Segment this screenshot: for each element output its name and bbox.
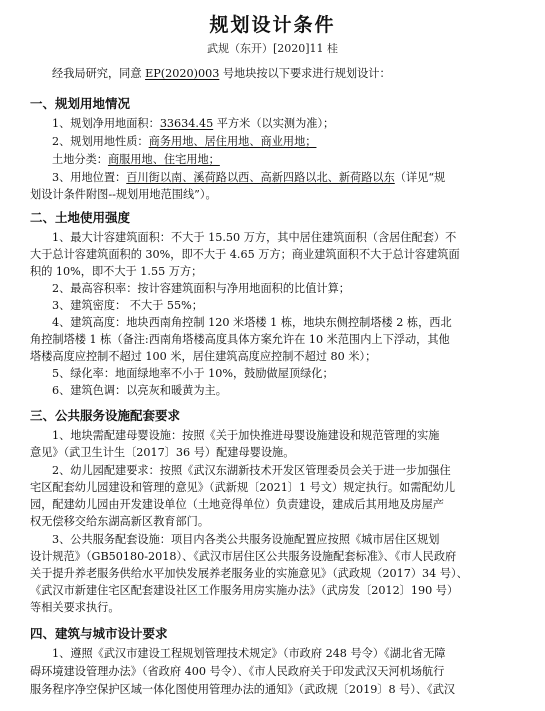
intro-paragraph: 经我局研究，同意 EP(2020)003 号地块按以下要求进行规划设计： (52, 67, 391, 80)
s3-line-4: 宅区配套幼儿园建设和管理的意见》（武新规〔2021〕1 号文）规定执行。如需配幼儿 (30, 481, 456, 494)
plot-code: EP(2020)003 (145, 67, 220, 80)
s4-line-3: 服务程序净空保护区域一体化图使用管理办法的通知》（武政规〔2019〕8 号）、《武汉 (30, 683, 456, 696)
s2-line-6: 4、建筑高度：地块西南角控制 120 米塔楼 1 栋，地块东侧控制塔楼 2 栋，西北 (52, 316, 452, 329)
s2-line-1: 1、最大计容建筑面积：不大于 15.50 万方，其中居住建筑面积（含居住配套）不 (52, 231, 457, 244)
s1-area: 1、规划净用地面积：33634.45 平方米（以实测为准）； (52, 117, 335, 130)
s3-line-11: 等相关要求执行。 (30, 601, 120, 614)
nature-value: 商务用地、居住用地、商业用地； (148, 135, 317, 148)
area-value: 33634.45 (159, 117, 214, 130)
s2-line-2: 大于总计容建筑面积的 30%，即不大于 4.65 万方；商业建筑面积不大于总计容建筑面 (30, 248, 460, 261)
s3-line-2: 意见》（武卫生计生〔2017〕36 号）配建母婴设施。 (30, 446, 295, 459)
s2-line-7: 角控制塔楼 1 栋（备注:西南角塔楼高度具体方案允许在 10 米范围内上下浮动，其他 (30, 333, 450, 346)
s3-line-10: 《武汉市新建住宅区配套建设社区工作服务用房实施办法》（武房发〔2012〕190 号） (30, 584, 459, 597)
s2-line-9: 5、绿化率：地面绿地率不小于 10%，鼓励做屋顶绿化； (52, 367, 334, 380)
s2-line-8: 塔楼高度应控制不超过 100 米，居住建筑高度应控制不超过 80 米）； (30, 350, 377, 363)
s2-line-3: 积的 10%，即不大于 1.55 万方； (30, 265, 203, 278)
s1-location: 3、用地位置：百川街以南、溪荷路以西、高新四路以北、新荷路以东（详见“规 (52, 171, 446, 184)
s2-line-10: 6、建筑色调：以亮灰和暖黄为主。 (52, 384, 227, 397)
s3-line-9: 关于提升养老服务供给水平加快发展养老服务业的实施意见》（武政规（2017）34 号）、 (30, 567, 468, 580)
s3-line-7: 3、公共服务配套设施：项目内各类公共服务设施配置应按照《城市居住区规划 (52, 533, 440, 546)
s3-line-3: 2、幼儿园配建要求：按照《武汉东湖新技术开发区管理委员会关于进一步加强住 (52, 464, 451, 477)
s3-line-5: 园，配建幼儿园由开发建设单位（土地竞得单位）负责建设，建成后其用地及房屋产 (30, 498, 444, 511)
s1-location-cont: 划设计条件附图--规划用地范围线”）。 (30, 188, 217, 201)
s2-line-4: 2、最高容积率：按计容建筑面积与净用地面积的比值计算； (52, 282, 350, 295)
section-2-heading: 二、土地使用强度 (30, 210, 131, 225)
s4-line-1: 1、遵照《武汉市建设工程规划管理技术规定》（市政府 248 号令）《湖北省无障 (52, 647, 446, 660)
section-4-heading: 四、建筑与城市设计要求 (30, 626, 168, 641)
section-1-heading: 一、规划用地情况 (30, 96, 131, 111)
s1-class: 土地分类：商服用地、住宅用地； (52, 153, 220, 166)
section-3-heading: 三、公共服务设施配套要求 (30, 408, 181, 423)
document-title: 规划设计条件 (209, 14, 336, 36)
location-value: 百川街以南、溪荷路以西、高新四路以北、新荷路以东 (126, 171, 395, 184)
s2-line-5: 3、建筑密度： 不大于 55%； (52, 299, 203, 312)
class-value: 商服用地、住宅用地； (107, 153, 220, 166)
s3-line-8: 设计规范》（GB50180-2018）、《武汉市居住区公共服务设施配套标准》、《市人民政府 (30, 550, 457, 563)
s3-line-6: 权无偿移交给东湖高新区教育部门。 (30, 515, 210, 528)
s4-line-2: 碍环境建设管理办法》（省政府 400 号令）、《市人民政府关于印发武汉天河机场航行 (30, 665, 445, 678)
s3-line-1: 1、地块需配建母婴设施：按照《关于加快推进母婴设施建设和规范管理的实施 (52, 429, 440, 442)
s1-nature: 2、规划用地性质：商务用地、居住用地、商业用地； (52, 135, 317, 148)
document-number: 武规（东开）[2020]11 桂 (206, 42, 339, 55)
